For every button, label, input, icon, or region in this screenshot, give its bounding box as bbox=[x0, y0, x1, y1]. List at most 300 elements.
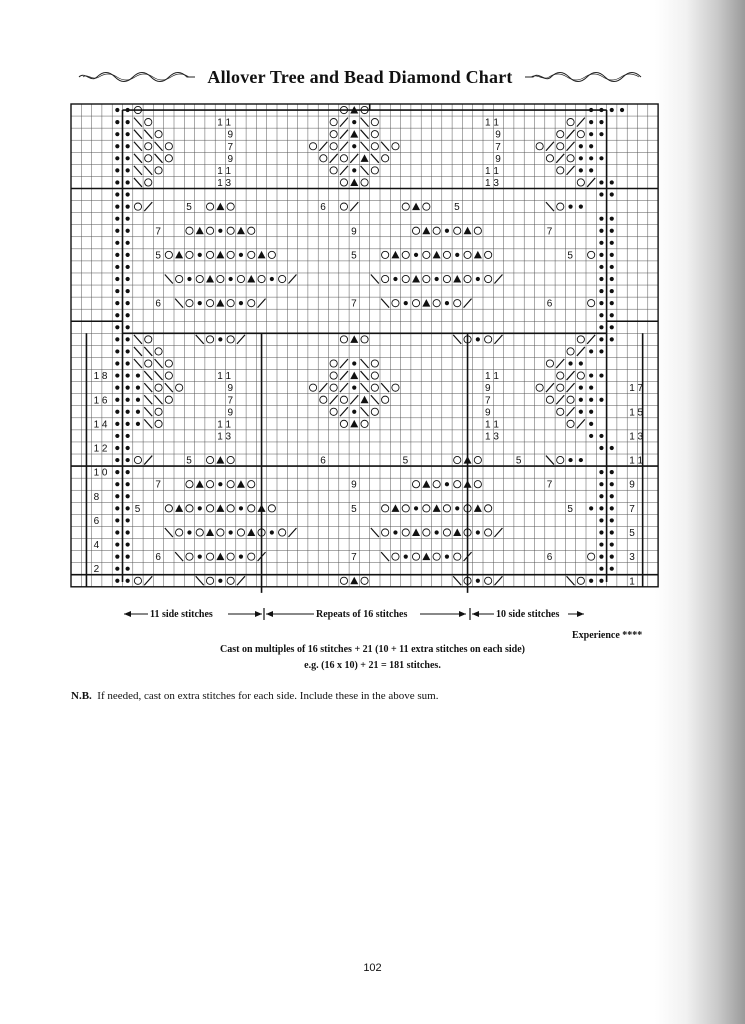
right-decrease-symbol bbox=[340, 142, 348, 151]
yarn-over-symbol bbox=[217, 529, 224, 536]
bead-symbol bbox=[126, 313, 130, 317]
bead-symbol bbox=[445, 301, 449, 305]
bead-symbol bbox=[610, 241, 614, 245]
left-decrease-symbol bbox=[381, 552, 389, 561]
bead-symbol bbox=[589, 434, 593, 438]
yarn-over-symbol bbox=[206, 300, 213, 307]
yarn-over-symbol bbox=[557, 372, 564, 379]
bead-symbol bbox=[610, 289, 614, 293]
stitch-count-label: 5 bbox=[155, 250, 161, 262]
bead-symbol bbox=[115, 579, 119, 583]
yarn-over-symbol bbox=[165, 155, 172, 162]
yarn-over-symbol bbox=[186, 505, 193, 512]
right-decrease-symbol bbox=[340, 383, 348, 392]
bead-symbol bbox=[610, 180, 614, 184]
left-decrease-symbol bbox=[144, 383, 152, 392]
bead-symbol bbox=[589, 349, 593, 353]
double-decrease-symbol bbox=[175, 251, 183, 259]
bead-symbol bbox=[126, 156, 130, 160]
left-row-number: 1 8 bbox=[93, 371, 108, 383]
right-decrease-symbol bbox=[340, 130, 348, 139]
yarn-over-symbol bbox=[186, 553, 193, 560]
left-decrease-symbol bbox=[144, 130, 152, 139]
right-decrease-symbol bbox=[350, 395, 358, 404]
bead-symbol bbox=[115, 398, 119, 402]
yarn-over-symbol bbox=[485, 577, 492, 584]
bead-symbol bbox=[599, 313, 603, 317]
bead-symbol bbox=[136, 386, 140, 390]
bead-symbol bbox=[445, 555, 449, 559]
bead-symbol bbox=[579, 458, 583, 462]
bead-symbol bbox=[352, 144, 356, 148]
yarn-over-symbol bbox=[433, 227, 440, 234]
double-decrease-symbol bbox=[474, 251, 482, 259]
yarn-over-symbol bbox=[227, 456, 234, 463]
double-decrease-symbol bbox=[216, 203, 224, 211]
bead-symbol bbox=[599, 325, 603, 329]
bead-symbol bbox=[126, 373, 130, 377]
yarn-over-symbol bbox=[423, 275, 430, 282]
caption-right-side-stitches: 10 side stitches bbox=[496, 609, 560, 620]
yarn-over-symbol bbox=[206, 227, 213, 234]
bead-symbol bbox=[589, 156, 593, 160]
double-decrease-symbol bbox=[453, 528, 461, 536]
bead-symbol bbox=[620, 108, 624, 112]
bead-symbol bbox=[476, 530, 480, 534]
bead-symbol bbox=[352, 168, 356, 172]
yarn-over-symbol bbox=[145, 143, 152, 150]
bead-symbol bbox=[599, 241, 603, 245]
bead-symbol bbox=[599, 555, 603, 559]
right-decrease-symbol bbox=[350, 154, 358, 163]
caption-arrow-head bbox=[124, 611, 131, 617]
left-decrease-symbol bbox=[361, 407, 369, 416]
yarn-over-symbol bbox=[309, 143, 316, 150]
right-row-number: 1 5 bbox=[629, 407, 644, 419]
bead-symbol bbox=[352, 120, 356, 124]
bead-symbol bbox=[115, 229, 119, 233]
double-decrease-symbol bbox=[433, 251, 441, 259]
double-decrease-symbol bbox=[216, 504, 224, 512]
yarn-over-symbol bbox=[186, 300, 193, 307]
yarn-over-symbol bbox=[443, 529, 450, 536]
bead-symbol bbox=[136, 373, 140, 377]
bead-symbol bbox=[115, 410, 119, 414]
yarn-over-symbol bbox=[340, 420, 347, 427]
right-decrease-symbol bbox=[587, 178, 595, 187]
right-row-number: 1 1 bbox=[629, 455, 644, 467]
bead-symbol bbox=[599, 277, 603, 281]
left-decrease-symbol bbox=[361, 166, 369, 175]
bead-symbol bbox=[126, 555, 130, 559]
left-row-number: 1 4 bbox=[93, 419, 108, 431]
bead-symbol bbox=[115, 204, 119, 208]
bead-symbol bbox=[589, 386, 593, 390]
yarn-over-symbol bbox=[536, 384, 543, 391]
bead-symbol bbox=[455, 506, 459, 510]
bead-symbol bbox=[404, 301, 408, 305]
yarn-over-symbol bbox=[402, 529, 409, 536]
bead-symbol bbox=[115, 120, 119, 124]
left-row-number: 1 0 bbox=[93, 467, 108, 479]
yarn-over-symbol bbox=[340, 396, 347, 403]
stitch-count-label: 9 bbox=[227, 407, 234, 419]
left-decrease-symbol bbox=[155, 142, 163, 151]
bead-symbol bbox=[115, 337, 119, 341]
yarn-over-symbol bbox=[330, 372, 337, 379]
yarn-over-symbol bbox=[340, 577, 347, 584]
left-decrease-symbol bbox=[144, 419, 152, 428]
yarn-over-symbol bbox=[588, 300, 595, 307]
right-decrease-symbol bbox=[340, 118, 348, 127]
yarn-over-symbol bbox=[176, 384, 183, 391]
yarn-over-symbol bbox=[392, 300, 399, 307]
left-decrease-symbol bbox=[546, 456, 554, 465]
yarn-over-symbol bbox=[485, 275, 492, 282]
left-decrease-symbol bbox=[155, 395, 163, 404]
yarn-over-symbol bbox=[485, 505, 492, 512]
yarn-over-symbol bbox=[402, 505, 409, 512]
right-row-number: 3 bbox=[629, 552, 635, 564]
right-decrease-symbol bbox=[494, 335, 502, 344]
caption-arrow-head bbox=[255, 611, 262, 617]
left-decrease-symbol bbox=[361, 371, 369, 380]
right-decrease-symbol bbox=[577, 347, 585, 356]
yarn-over-symbol bbox=[248, 505, 255, 512]
bead-symbol bbox=[610, 470, 614, 474]
stitch-count-label: 6 bbox=[546, 552, 553, 564]
yarn-over-symbol bbox=[217, 275, 224, 282]
yarn-over-symbol bbox=[567, 396, 574, 403]
right-decrease-symbol bbox=[546, 142, 554, 151]
right-decrease-symbol bbox=[556, 359, 564, 368]
bead-symbol bbox=[126, 108, 130, 112]
bead-symbol bbox=[198, 301, 202, 305]
right-decrease-symbol bbox=[494, 275, 502, 284]
yarn-over-symbol bbox=[227, 481, 234, 488]
yarn-over-symbol bbox=[165, 360, 172, 367]
yarn-over-symbol bbox=[186, 481, 193, 488]
bead-symbol bbox=[218, 229, 222, 233]
stitch-count-label: 7 bbox=[546, 479, 553, 491]
left-decrease-symbol bbox=[546, 202, 554, 211]
right-decrease-symbol bbox=[567, 371, 575, 380]
left-decrease-symbol bbox=[144, 166, 152, 175]
bead-symbol bbox=[610, 555, 614, 559]
yarn-over-symbol bbox=[330, 360, 337, 367]
double-decrease-symbol bbox=[350, 178, 358, 186]
bead-symbol bbox=[126, 132, 130, 136]
bead-symbol bbox=[610, 325, 614, 329]
bead-symbol bbox=[352, 361, 356, 365]
bead-symbol bbox=[599, 398, 603, 402]
yarn-over-symbol bbox=[155, 348, 162, 355]
bead-symbol bbox=[198, 555, 202, 559]
bead-symbol bbox=[115, 349, 119, 353]
stitch-count-label: 1 3 bbox=[485, 431, 499, 443]
yarn-over-symbol bbox=[382, 275, 389, 282]
yarn-over-symbol bbox=[433, 553, 440, 560]
bead-symbol bbox=[126, 325, 130, 329]
bead-symbol bbox=[126, 120, 130, 124]
yarn-over-symbol bbox=[196, 275, 203, 282]
yarn-over-symbol bbox=[237, 275, 244, 282]
stitch-count-label: 6 bbox=[155, 298, 161, 310]
bead-symbol bbox=[115, 434, 119, 438]
yarn-over-symbol bbox=[165, 251, 172, 258]
right-decrease-symbol bbox=[464, 299, 472, 308]
bead-symbol bbox=[599, 349, 603, 353]
bead-symbol bbox=[126, 253, 130, 257]
yarn-over-symbol bbox=[454, 481, 461, 488]
yarn-over-symbol bbox=[567, 348, 574, 355]
stitch-count-label: 1 1 bbox=[485, 419, 499, 431]
bead-symbol bbox=[589, 398, 593, 402]
bead-symbol bbox=[610, 301, 614, 305]
bead-symbol bbox=[115, 325, 119, 329]
bead-symbol bbox=[126, 144, 130, 148]
left-decrease-symbol bbox=[371, 395, 379, 404]
stitch-count-label: 9 bbox=[495, 129, 501, 141]
bead-symbol bbox=[610, 530, 614, 534]
bead-symbol bbox=[115, 506, 119, 510]
yarn-over-symbol bbox=[258, 275, 265, 282]
bead-symbol bbox=[599, 506, 603, 510]
bead-symbol bbox=[599, 434, 603, 438]
yarn-over-symbol bbox=[248, 553, 255, 560]
stitch-count-label: 1 1 bbox=[217, 117, 232, 129]
stitch-count-label: 1 1 bbox=[217, 419, 232, 431]
bead-symbol bbox=[599, 446, 603, 450]
bead-symbol bbox=[126, 289, 130, 293]
yarn-over-symbol bbox=[557, 143, 564, 150]
bead-symbol bbox=[352, 410, 356, 414]
bead-symbol bbox=[126, 386, 130, 390]
bead-symbol bbox=[115, 108, 119, 112]
bead-symbol bbox=[126, 180, 130, 184]
bead-symbol bbox=[599, 265, 603, 269]
right-decrease-symbol bbox=[258, 299, 266, 308]
stitch-count-label: 5 bbox=[351, 503, 357, 515]
yarn-over-symbol bbox=[248, 251, 255, 258]
bead-symbol bbox=[126, 301, 130, 305]
stitch-count-label: 6 bbox=[320, 202, 326, 214]
left-decrease-symbol bbox=[175, 552, 183, 561]
stitch-count-label: 7 bbox=[227, 141, 234, 153]
bead-symbol bbox=[610, 494, 614, 498]
yarn-over-symbol bbox=[402, 251, 409, 258]
bead-symbol bbox=[599, 494, 603, 498]
stitch-count-label: 7 bbox=[227, 395, 234, 407]
stitch-count-label: 9 bbox=[351, 479, 357, 491]
yarn-over-symbol bbox=[588, 251, 595, 258]
stitch-count-label: 1 1 bbox=[485, 371, 499, 383]
stitch-count-label: 5 bbox=[351, 250, 357, 262]
bead-symbol bbox=[610, 482, 614, 486]
bead-symbol bbox=[435, 277, 439, 281]
stitch-count-label: 9 bbox=[227, 129, 234, 141]
yarn-over-symbol bbox=[382, 155, 389, 162]
double-decrease-symbol bbox=[453, 275, 461, 283]
bead-symbol bbox=[136, 422, 140, 426]
bead-symbol bbox=[115, 241, 119, 245]
bead-symbol bbox=[579, 398, 583, 402]
bead-symbol bbox=[610, 229, 614, 233]
right-decrease-symbol bbox=[567, 383, 575, 392]
left-decrease-symbol bbox=[155, 359, 163, 368]
bead-symbol bbox=[589, 422, 593, 426]
right-decrease-symbol bbox=[330, 154, 338, 163]
yarn-over-symbol bbox=[134, 456, 141, 463]
left-decrease-symbol bbox=[144, 347, 152, 356]
bead-symbol bbox=[126, 506, 130, 510]
yarn-over-symbol bbox=[279, 275, 286, 282]
double-decrease-symbol bbox=[350, 372, 358, 380]
bead-symbol bbox=[115, 518, 119, 522]
right-decrease-symbol bbox=[144, 456, 152, 465]
stitch-count-label: 7 bbox=[351, 298, 357, 310]
double-decrease-symbol bbox=[350, 335, 358, 343]
bead-symbol bbox=[126, 241, 130, 245]
stitch-count-label: 6 bbox=[155, 552, 161, 564]
note-label: N.B. bbox=[71, 690, 92, 702]
yarn-over-symbol bbox=[330, 167, 337, 174]
bead-symbol bbox=[115, 192, 119, 196]
yarn-over-symbol bbox=[392, 553, 399, 560]
yarn-over-symbol bbox=[227, 203, 234, 210]
left-row-number: 6 bbox=[93, 515, 100, 527]
bead-symbol bbox=[579, 168, 583, 172]
left-row-number: 1 6 bbox=[93, 395, 108, 407]
yarn-over-symbol bbox=[268, 251, 275, 258]
bead-symbol bbox=[115, 373, 119, 377]
yarn-over-symbol bbox=[155, 167, 162, 174]
yarn-over-symbol bbox=[382, 505, 389, 512]
yarn-over-symbol bbox=[485, 336, 492, 343]
double-decrease-symbol bbox=[350, 420, 358, 428]
cast-on-instruction: Cast on multiples of 16 stitches + 21 (10 + 11 extra stitches on each side) bbox=[220, 644, 525, 655]
right-decrease-symbol bbox=[567, 142, 575, 151]
yarn-over-symbol bbox=[248, 481, 255, 488]
bead-symbol bbox=[198, 506, 202, 510]
double-decrease-symbol bbox=[237, 227, 245, 235]
right-row-number: 7 bbox=[629, 503, 635, 515]
bead-symbol bbox=[393, 530, 397, 534]
yarn-over-symbol bbox=[577, 179, 584, 186]
yarn-over-symbol bbox=[165, 396, 172, 403]
bead-symbol bbox=[599, 180, 603, 184]
yarn-over-symbol bbox=[474, 481, 481, 488]
yarn-over-symbol bbox=[443, 251, 450, 258]
yarn-over-symbol bbox=[145, 119, 152, 126]
bead-symbol bbox=[599, 567, 603, 571]
bead-symbol bbox=[115, 313, 119, 317]
stitch-count-label: 7 bbox=[155, 226, 161, 238]
bead-symbol bbox=[579, 386, 583, 390]
yarn-over-symbol bbox=[155, 131, 162, 138]
bead-symbol bbox=[393, 277, 397, 281]
bead-symbol bbox=[270, 530, 274, 534]
yarn-over-symbol bbox=[309, 384, 316, 391]
left-decrease-symbol bbox=[196, 335, 204, 344]
left-decrease-symbol bbox=[134, 142, 142, 151]
bead-symbol bbox=[589, 506, 593, 510]
left-decrease-symbol bbox=[361, 383, 369, 392]
bead-symbol bbox=[599, 518, 603, 522]
bead-symbol bbox=[445, 482, 449, 486]
yarn-over-symbol bbox=[206, 481, 213, 488]
stitch-count-label: 5 bbox=[567, 250, 573, 262]
cast-on-example: e.g. (16 x 10) + 21 = 181 stitches. bbox=[304, 660, 441, 671]
yarn-over-symbol bbox=[557, 384, 564, 391]
bead-symbol bbox=[126, 277, 130, 281]
right-decrease-symbol bbox=[237, 576, 245, 585]
bead-symbol bbox=[568, 361, 572, 365]
stitch-count-label: 7 bbox=[495, 141, 501, 153]
double-decrease-symbol bbox=[237, 480, 245, 488]
yarn-over-symbol bbox=[145, 155, 152, 162]
yarn-over-symbol bbox=[454, 227, 461, 234]
bead-symbol bbox=[599, 482, 603, 486]
chart-row-numbers bbox=[94, 371, 644, 587]
yarn-over-symbol bbox=[145, 179, 152, 186]
stitch-count-label: 5 bbox=[186, 455, 192, 467]
yarn-over-symbol bbox=[371, 360, 378, 367]
yarn-over-symbol bbox=[227, 300, 234, 307]
double-decrease-symbol bbox=[422, 553, 430, 561]
double-decrease-symbol bbox=[216, 251, 224, 259]
stitch-count-label: 9 bbox=[351, 226, 357, 238]
yarn-over-symbol bbox=[320, 396, 327, 403]
bead-symbol bbox=[610, 542, 614, 546]
yarn-over-symbol bbox=[454, 553, 461, 560]
chart-grid bbox=[71, 104, 658, 593]
yarn-over-symbol bbox=[237, 529, 244, 536]
yarn-over-symbol bbox=[423, 529, 430, 536]
page-title: Allover Tree and Bead Diamond Chart bbox=[207, 66, 513, 87]
bead-symbol bbox=[115, 156, 119, 160]
double-decrease-symbol bbox=[422, 480, 430, 488]
yarn-over-symbol bbox=[485, 251, 492, 258]
yarn-over-symbol bbox=[464, 251, 471, 258]
bead-symbol bbox=[115, 265, 119, 269]
yarn-over-symbol bbox=[206, 505, 213, 512]
yarn-over-symbol bbox=[392, 143, 399, 150]
yarn-over-symbol bbox=[227, 577, 234, 584]
yarn-over-symbol bbox=[402, 203, 409, 210]
bead-symbol bbox=[589, 410, 593, 414]
bead-symbol bbox=[126, 567, 130, 571]
bead-symbol bbox=[239, 555, 243, 559]
yarn-over-symbol bbox=[433, 300, 440, 307]
bead-symbol bbox=[352, 386, 356, 390]
bead-symbol bbox=[599, 217, 603, 221]
bead-symbol bbox=[599, 108, 603, 112]
yarn-over-symbol bbox=[227, 251, 234, 258]
bead-symbol bbox=[589, 120, 593, 124]
bead-symbol bbox=[599, 337, 603, 341]
yarn-over-symbol bbox=[412, 481, 419, 488]
right-decrease-symbol bbox=[577, 118, 585, 127]
left-row-number: 8 bbox=[93, 491, 100, 503]
bead-symbol bbox=[599, 192, 603, 196]
yarn-over-symbol bbox=[557, 456, 564, 463]
yarn-over-symbol bbox=[454, 456, 461, 463]
yarn-over-symbol bbox=[423, 251, 430, 258]
yarn-over-symbol bbox=[485, 529, 492, 536]
yarn-over-symbol bbox=[567, 119, 574, 126]
yarn-over-symbol bbox=[330, 131, 337, 138]
